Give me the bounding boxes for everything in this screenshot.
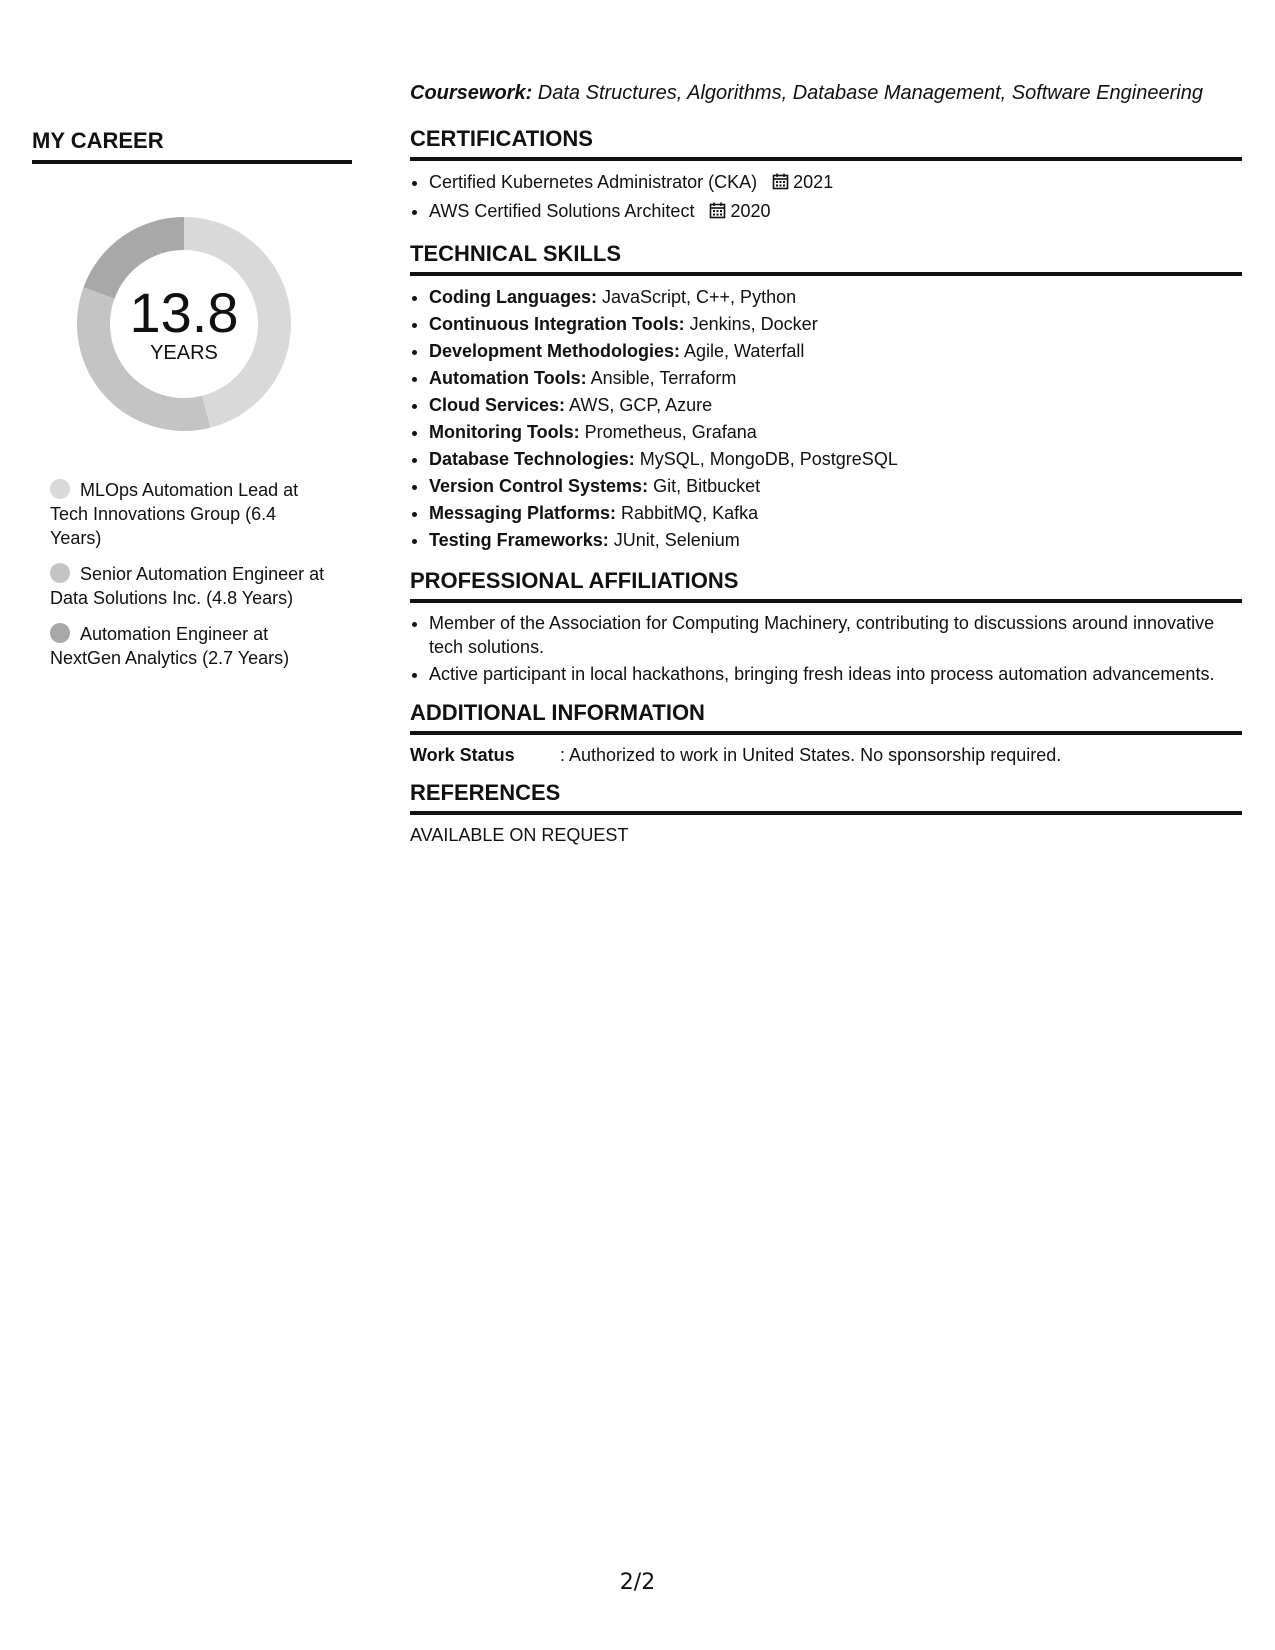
additional-info-section xyxy=(410,700,1242,766)
skill-label: Testing Frameworks: xyxy=(429,530,609,550)
skill-value: Agile, Waterfall xyxy=(680,341,805,361)
affiliations-list xyxy=(410,611,1242,686)
legend-dot-icon xyxy=(50,623,70,643)
career-role-label: MLOps Automation Lead at Tech Innovations Group (6.4 Years) xyxy=(50,480,299,548)
certifications-heading: CERTIFICATIONS xyxy=(410,126,1242,161)
affiliations-heading: PROFESSIONAL AFFILIATIONS xyxy=(410,568,1242,603)
career-legend-item xyxy=(50,562,330,610)
references-text: AVAILABLE ON REQUEST xyxy=(410,825,629,845)
references-heading: REFERENCES xyxy=(410,780,1242,815)
work-status-value: : Authorized to work in United States. No sponsorship required. xyxy=(560,745,1062,765)
certification-name: AWS Certified Solutions Architect xyxy=(429,201,695,221)
skill-label: Monitoring Tools: xyxy=(429,422,580,442)
skill-value: Jenkins, Docker xyxy=(684,314,818,334)
certifications-section xyxy=(410,126,1242,227)
skills-list xyxy=(410,284,1242,554)
skill-item xyxy=(429,527,1242,554)
skill-label: Cloud Services: xyxy=(429,395,566,415)
career-role-label: Senior Automation Engineer at Data Solutions Inc. (4.8 Years) xyxy=(50,564,325,608)
skill-item xyxy=(429,338,1242,365)
skill-value: JavaScript, C++, Python xyxy=(597,287,797,307)
career-total-years: 13.8 xyxy=(129,280,239,344)
skill-item xyxy=(429,500,1242,527)
legend-dot-icon xyxy=(50,563,70,583)
certification-name: Certified Kubernetes Administrator (CKA) xyxy=(429,172,758,192)
certification-item xyxy=(429,169,1242,198)
career-legend-item xyxy=(50,478,330,550)
skill-value: Ansible, Terraform xyxy=(586,368,737,388)
page-number: 2/2 xyxy=(619,1570,656,1595)
skill-item xyxy=(429,446,1242,473)
skill-value: MySQL, MongoDB, PostgreSQL xyxy=(634,449,898,469)
work-status-row xyxy=(410,745,1242,766)
skill-label: Coding Languages: xyxy=(429,287,597,307)
certification-item xyxy=(429,198,1242,227)
skill-label: Version Control Systems: xyxy=(429,476,649,496)
coursework-text: Data Structures, Algorithms, Database Management, Software Engineering xyxy=(532,82,1203,104)
affiliation-item: • Member of the Association for Computing Machinery, contributing to discussions around innovative tech solutions. xyxy=(429,611,1242,659)
additional-info-heading: ADDITIONAL INFORMATION xyxy=(410,700,1242,735)
career-column xyxy=(32,128,352,682)
legend-dot-icon xyxy=(50,479,70,499)
skills-section xyxy=(410,241,1242,554)
skill-label: Database Technologies: xyxy=(429,449,635,469)
skill-label: Development Methodologies: xyxy=(429,341,681,361)
skill-value: Git, Bitbucket xyxy=(648,476,761,496)
calendar-icon xyxy=(709,200,726,227)
certification-year: 2021 xyxy=(793,172,834,192)
career-legend-item xyxy=(50,622,330,670)
skill-item xyxy=(429,473,1242,500)
skill-item xyxy=(429,365,1242,392)
affiliation-item: • Active participant in local hackathons, bringing fresh ideas into process automation advancements. xyxy=(429,662,1242,686)
skills-heading: TECHNICAL SKILLS xyxy=(410,241,1242,276)
skill-item xyxy=(429,392,1242,419)
career-legend xyxy=(50,478,330,670)
career-donut-chart xyxy=(66,206,302,442)
affiliations-section xyxy=(410,568,1242,686)
work-status-label: Work Status xyxy=(410,745,515,765)
skill-item xyxy=(429,311,1242,338)
skill-label: Continuous Integration Tools: xyxy=(429,314,685,334)
main-column xyxy=(410,126,1242,846)
skill-value: Prometheus, Grafana xyxy=(579,422,757,442)
certifications-list xyxy=(410,169,1242,227)
skill-label: Automation Tools: xyxy=(429,368,587,388)
coursework-label: Coursework: xyxy=(410,82,533,104)
skill-item xyxy=(429,284,1242,311)
career-total-unit: YEARS xyxy=(150,341,218,364)
references-section xyxy=(410,780,1242,846)
donut-center xyxy=(66,206,302,442)
skill-label: Messaging Platforms: xyxy=(429,503,617,523)
skill-item xyxy=(429,419,1242,446)
skill-value: AWS, GCP, Azure xyxy=(565,395,713,415)
skill-value: JUnit, Selenium xyxy=(608,530,740,550)
coursework-line xyxy=(410,82,1250,105)
skill-value: RabbitMQ, Kafka xyxy=(616,503,759,523)
career-role-label: Automation Engineer at NextGen Analytics (2.7 Years) xyxy=(50,624,290,668)
certification-year: 2020 xyxy=(730,201,771,221)
calendar-icon xyxy=(772,171,789,198)
career-heading: MY CAREER xyxy=(32,128,352,164)
